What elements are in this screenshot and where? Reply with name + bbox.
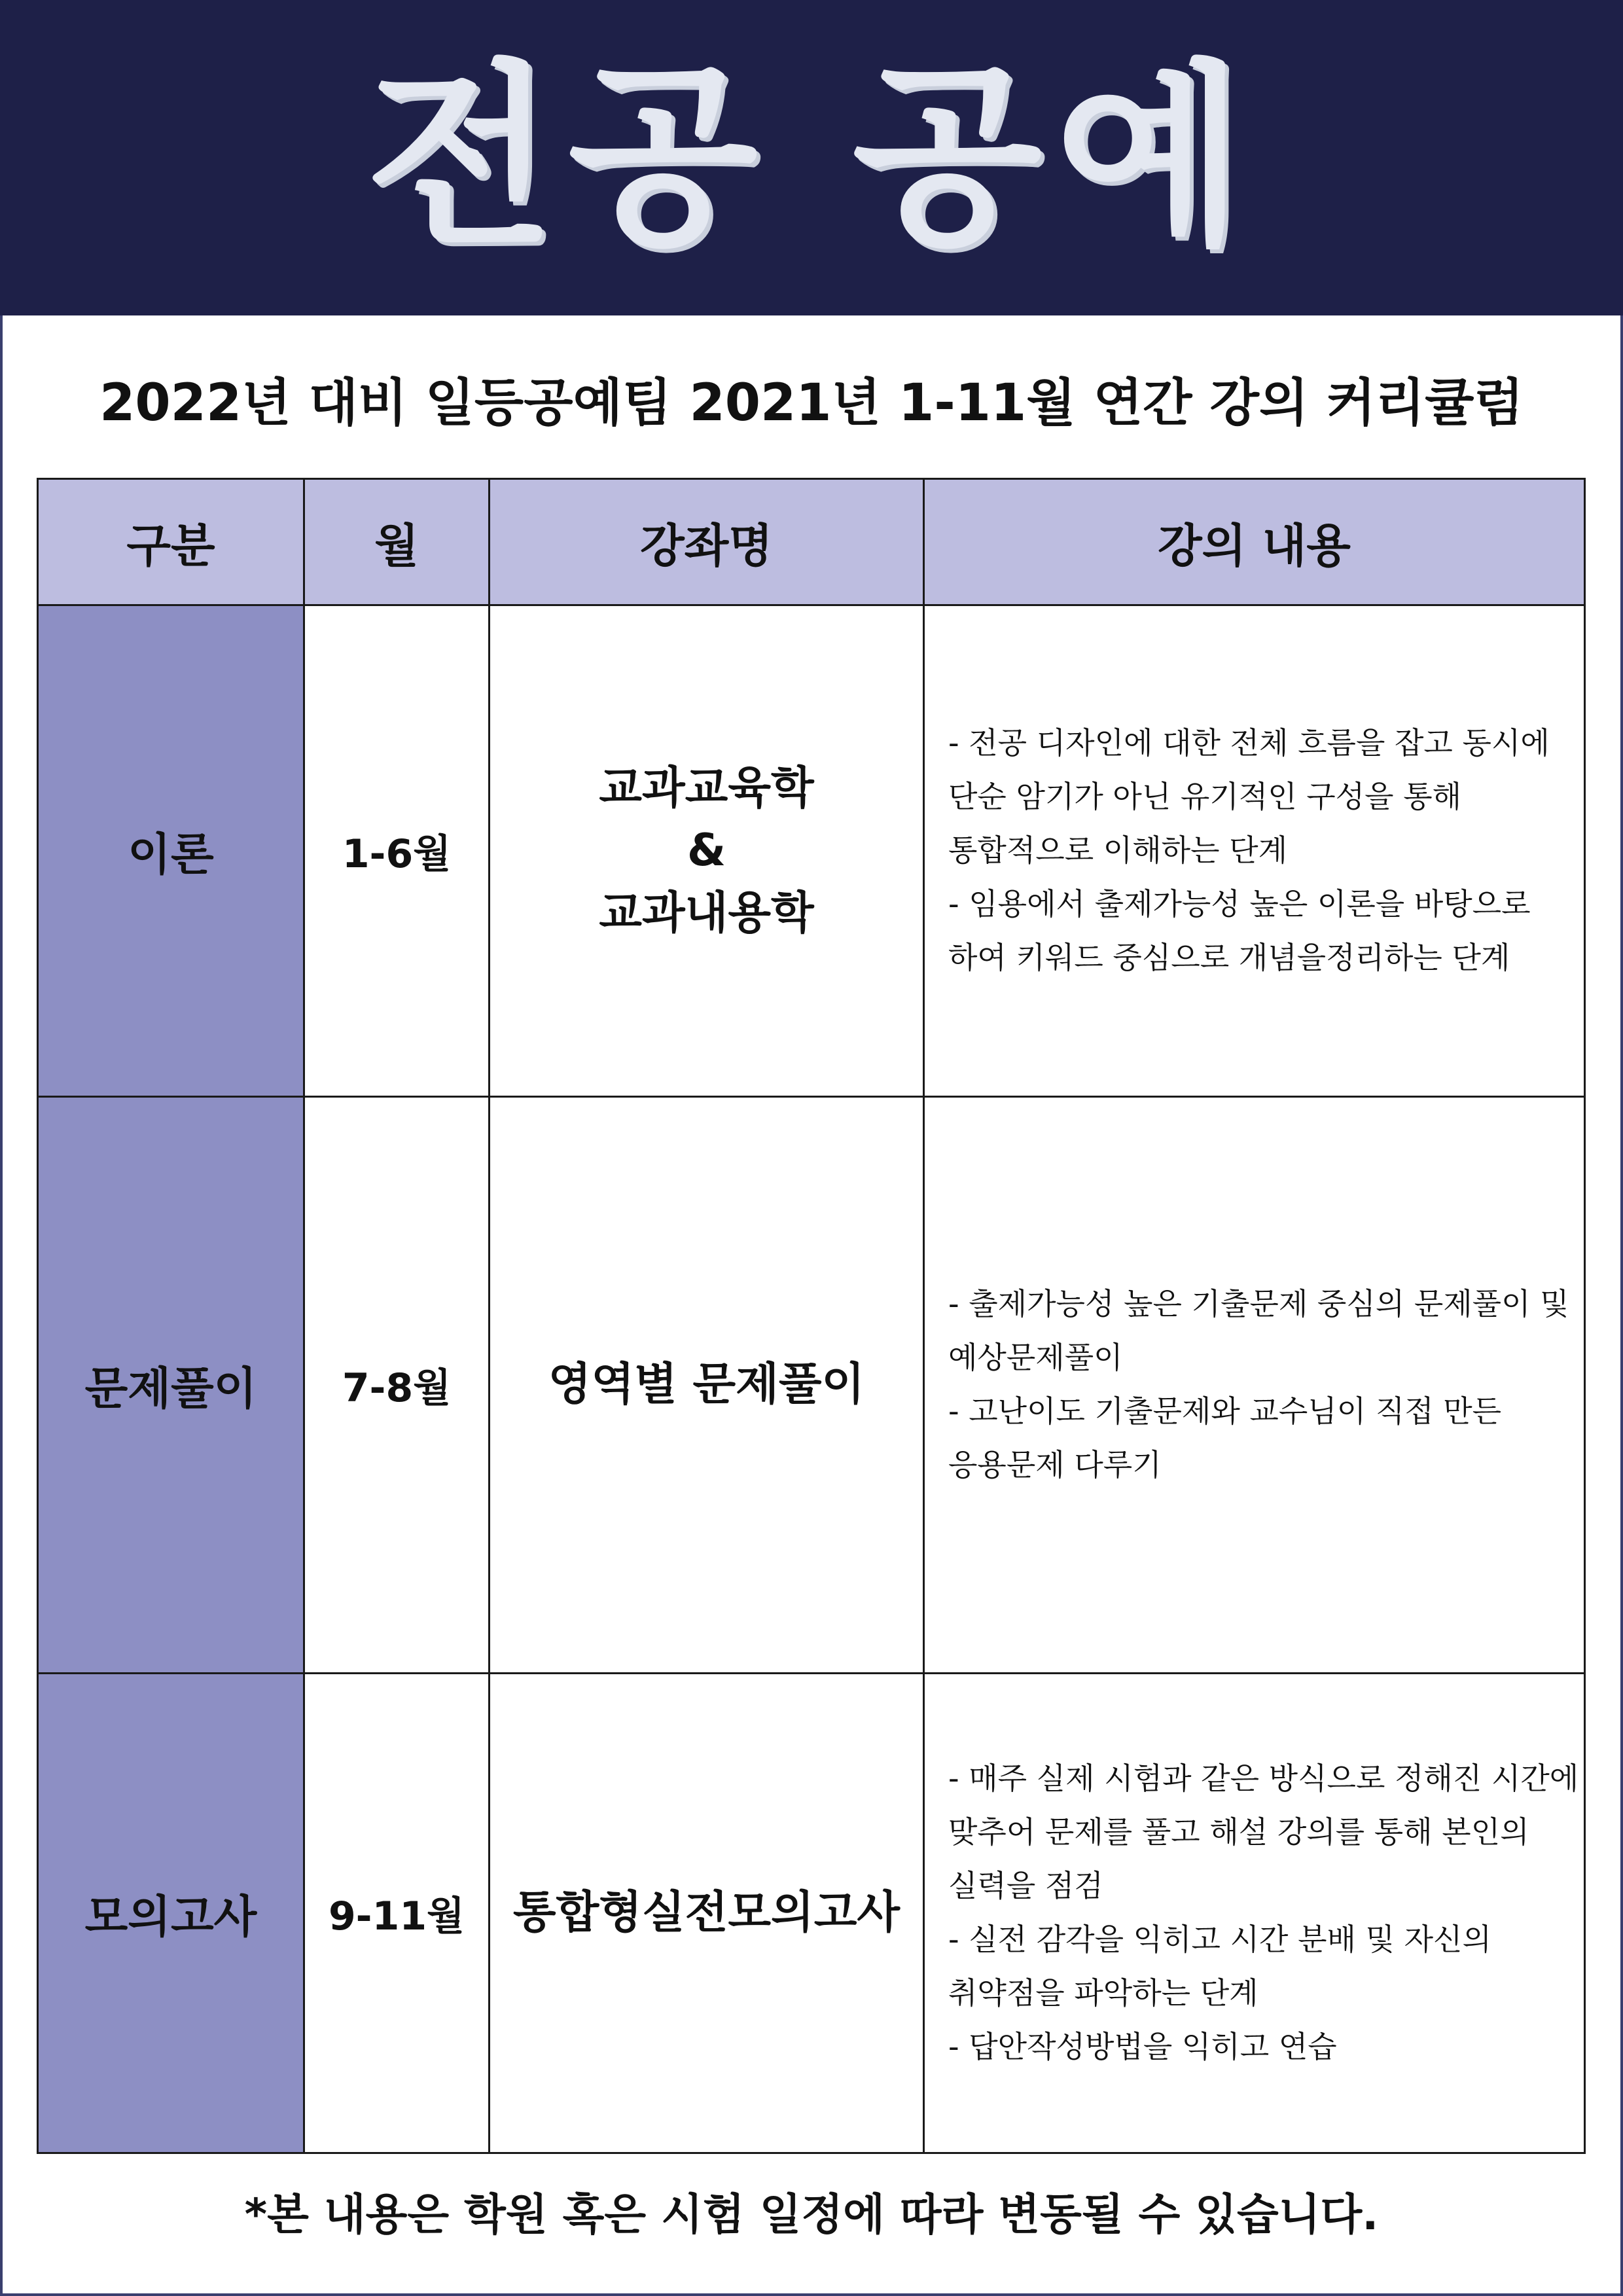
course-cell	[490, 605, 924, 1097]
content-cell	[924, 605, 1585, 1097]
content-line: 통합적으로 이해하는 단계	[948, 833, 1288, 869]
course-cell	[490, 1674, 924, 2153]
content-line: 예상문제풀이	[948, 1340, 1123, 1376]
course-line: &	[687, 825, 726, 877]
banner	[0, 0, 1623, 315]
category-cell: 모의고사	[38, 1674, 304, 2153]
category-cell: 이론	[38, 605, 304, 1097]
content-line: - 출제가능성 높은 기출문제 중심의 문제풀이 및	[948, 1286, 1569, 1322]
course-line: 영역별 문제풀이	[548, 1359, 865, 1411]
month-cell: 7-8월	[304, 1097, 490, 1674]
curriculum-table	[37, 478, 1586, 2154]
content-line: 응용문제 다루기	[948, 1446, 1162, 1482]
content-line: 맞추어 문제를 풀고 해설 강의를 통해 본인의	[948, 1814, 1529, 1850]
header-content: 강의 내용	[924, 479, 1585, 605]
header-category: 구분	[38, 479, 304, 605]
content-line: 실력을 점검	[948, 1868, 1103, 1904]
month-cell: 1-6월	[304, 605, 490, 1097]
header-month: 월	[304, 479, 490, 605]
content-line: - 실전 감각을 익히고 시간 분배 및 자신의	[948, 1922, 1491, 1957]
table-row	[38, 1674, 1585, 2153]
banner-title: 전공 공예	[365, 43, 1258, 272]
footnote: *본 내용은 학원 혹은 시험 일정에 따라 변동될 수 있습니다.	[244, 2189, 1379, 2240]
content-line: - 임용에서 출제가능성 높은 이론을 바탕으로	[948, 886, 1531, 922]
content-line: 하여 키워드 중심으로 개념을정리하는 단계	[948, 939, 1510, 975]
course-line: 통합형실전모의고사	[512, 1887, 901, 1939]
table-header-row	[38, 479, 1585, 605]
category-cell: 문제풀이	[38, 1097, 304, 1674]
header-course: 강좌명	[490, 479, 924, 605]
content-line: - 고난이도 기출문제와 교수님이 직접 만든	[948, 1393, 1502, 1429]
content-line: - 답안작성방법을 익히고 연습	[948, 2028, 1337, 2064]
course-line: 교과내용학	[599, 887, 814, 939]
table-row	[38, 1097, 1585, 1674]
content-cell	[924, 1674, 1585, 2153]
content-line: - 전공 디자인에 대한 전체 흐름을 잡고 동시에	[948, 725, 1550, 761]
course-line: 교과교육학	[599, 762, 814, 815]
content-cell	[924, 1097, 1585, 1674]
table-row	[38, 605, 1585, 1097]
content-line: 취약점을 파악하는 단계	[948, 1975, 1258, 2011]
curriculum-subtitle: 2022년 대비 일등공예팀 2021년 1-11월 연간 강의 커리큘럼	[99, 374, 1524, 433]
course-cell	[490, 1097, 924, 1674]
content-line: - 매주 실제 시험과 같은 방식으로 정해진 시간에	[948, 1761, 1579, 1797]
month-cell: 9-11월	[304, 1674, 490, 2153]
content-line: 단순 암기가 아닌 유기적인 구성을 통해	[948, 779, 1462, 815]
